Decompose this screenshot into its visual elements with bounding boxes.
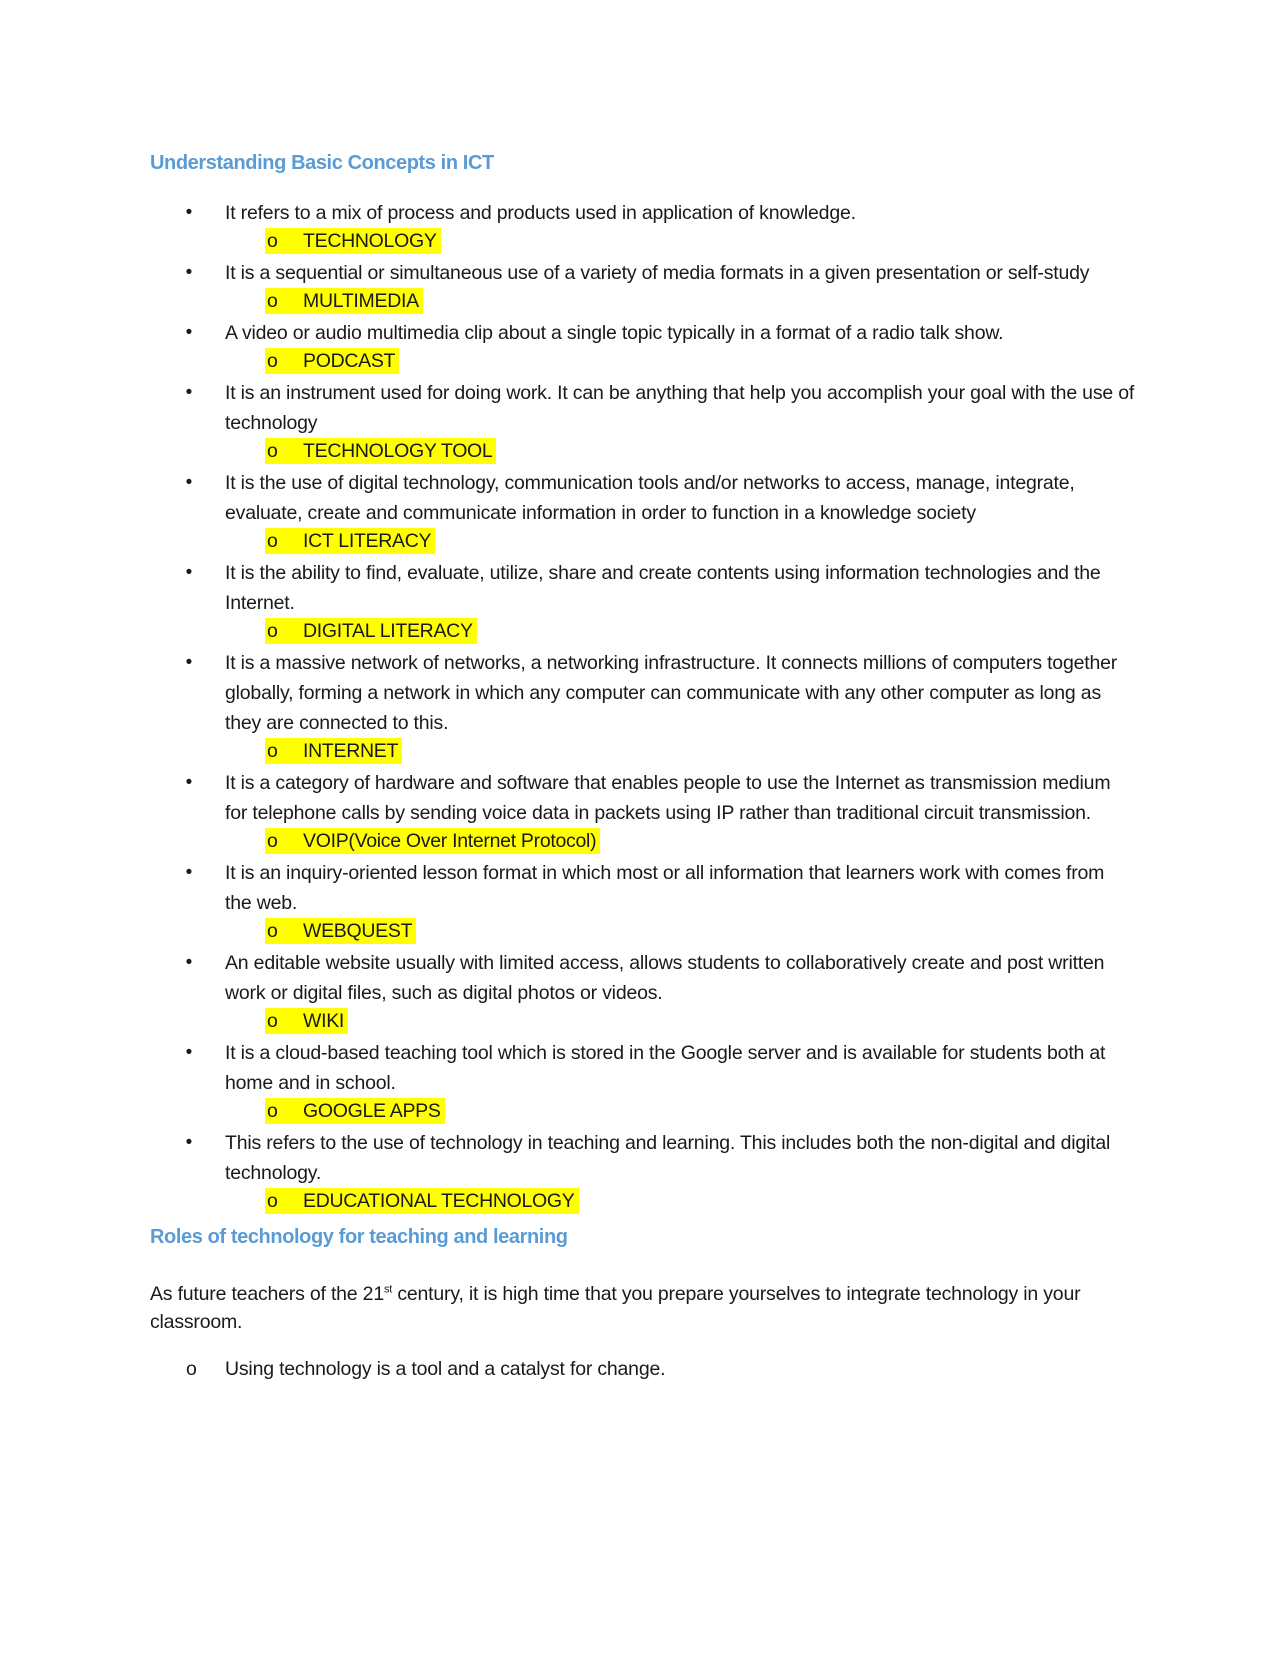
answer-line [225, 618, 1135, 648]
bullet-icon: • [185, 472, 193, 493]
question-text: It is an inquiry-oriented lesson format in which most or all information that learners work with comes from the web. [225, 862, 1105, 914]
answer-highlight [265, 738, 402, 764]
answer-line [225, 918, 1135, 948]
answer-highlight [265, 1098, 445, 1124]
answer-line [225, 438, 1135, 468]
answer-highlight [265, 438, 496, 464]
bullet-icon: • [185, 202, 193, 223]
list-item [150, 1354, 1135, 1384]
answer-text: PODCAST [303, 350, 396, 372]
paragraph-text-start: As future teachers of the 21 [150, 1283, 384, 1305]
answer-line [225, 1098, 1135, 1128]
list-item [150, 768, 1135, 858]
question-text: It is a category of hardware and software that enables people to use the Internet as transmission medium for telephone calls by sending voice data in packets using IP rather than traditional circuit transmission. [225, 772, 1111, 824]
question-text: It is a massive network of networks, a networking infrastructure. It connects millions of computers together globally, forming a network in which any computer can communicate with any other computer as long as they are connected to this. [225, 652, 1118, 734]
answer-text: WIKI [303, 1010, 345, 1032]
answer-line [225, 288, 1135, 318]
answer-text: VOIP(Voice Over Internet Protocol) [303, 830, 597, 852]
circle-bullet-icon: o [267, 290, 278, 312]
answer-text: TECHNOLOGY TOOL [303, 440, 493, 462]
answer-highlight [265, 1188, 579, 1214]
answer-highlight [265, 828, 600, 854]
bullet-icon: • [185, 262, 193, 283]
list-item [150, 318, 1135, 378]
answer-line [225, 828, 1135, 858]
list-item [150, 1128, 1135, 1218]
answer-highlight [265, 348, 399, 374]
circle-bullet-icon: o [267, 530, 278, 552]
circle-bullet-icon: o [267, 440, 278, 462]
list-item [150, 558, 1135, 648]
question-text: A video or audio multimedia clip about a single topic typically in a format of a radio talk show. [225, 322, 1004, 344]
circle-bullet-icon: o [267, 830, 278, 852]
answer-highlight [265, 618, 477, 644]
bullet-icon: • [185, 772, 193, 793]
answer-text: EDUCATIONAL TECHNOLOGY [303, 1190, 575, 1212]
paragraph-text-end: century, it is high time that you prepare yourselves to integrate technology in your classroom. [150, 1283, 1081, 1333]
section-heading-ict: Understanding Basic Concepts in ICT [150, 152, 494, 174]
concept-list [150, 198, 1135, 1218]
answer-highlight [265, 228, 441, 254]
intro-paragraph [150, 1280, 1135, 1336]
circle-bullet-icon: o [267, 740, 278, 762]
question-text: It refers to a mix of process and products used in application of knowledge. [225, 202, 856, 224]
circle-bullet-icon: o [267, 620, 278, 642]
answer-highlight [265, 528, 435, 554]
question-text: This refers to the use of technology in teaching and learning. This includes both the non-digital and digital technology. [225, 1132, 1111, 1184]
answer-text: ICT LITERACY [303, 530, 432, 552]
answer-text: DIGITAL LITERACY [303, 620, 473, 642]
question-text: It is an instrument used for doing work. It can be anything that help you accomplish your goal with the use of technology [225, 382, 1135, 434]
question-text: It is the ability to find, evaluate, utilize, share and create contents using information technologies and the Internet. [225, 562, 1101, 614]
list-item [150, 858, 1135, 948]
circle-bullet-icon: o [267, 1190, 278, 1212]
answer-line [225, 228, 1135, 258]
circle-bullet-icon: o [267, 920, 278, 942]
answer-highlight [265, 918, 416, 944]
circle-bullet-icon: o [267, 1100, 278, 1122]
answer-line [225, 528, 1135, 558]
bullet-icon: • [185, 1042, 193, 1063]
answer-text: TECHNOLOGY [303, 230, 437, 252]
answer-line [225, 1008, 1135, 1038]
ordinal-suffix: st [383, 1283, 393, 1296]
list-item [150, 378, 1135, 468]
list-item [150, 468, 1135, 558]
answer-line [225, 1188, 1135, 1218]
circle-bullet-icon: o [267, 1010, 278, 1032]
question-text: It is a sequential or simultaneous use of a variety of media formats in a given presentation or self-study [225, 262, 1090, 284]
bullet-icon: • [185, 652, 193, 673]
question-text: It is a cloud-based teaching tool which is stored in the Google server and is available for students both at home and in school. [225, 1042, 1106, 1094]
bullet-icon: • [185, 322, 193, 343]
bullet-icon: • [185, 952, 193, 973]
list-item [150, 948, 1135, 1038]
bullet-icon: • [185, 1132, 193, 1153]
answer-highlight [265, 1008, 348, 1034]
answer-highlight [265, 288, 423, 314]
list-item [150, 258, 1135, 318]
list-item [150, 1038, 1135, 1128]
bullet-icon: • [185, 562, 193, 583]
answer-text: GOOGLE APPS [303, 1100, 441, 1122]
role-text: Using technology is a tool and a catalyst for change. [225, 1358, 666, 1380]
question-text: An editable website usually with limited access, allows students to collaboratively create and post written work or digital files, such as digital photos or videos. [225, 952, 1105, 1004]
circle-bullet-icon: o [267, 350, 278, 372]
bullet-icon: • [185, 382, 193, 403]
answer-text: MULTIMEDIA [303, 290, 419, 312]
answer-line [225, 738, 1135, 768]
list-item [150, 648, 1135, 768]
roles-list [150, 1354, 1135, 1384]
section-heading-roles: Roles of technology for teaching and learning [150, 1226, 568, 1248]
answer-line [225, 348, 1135, 378]
document-content [150, 148, 1135, 1384]
answer-text: WEBQUEST [303, 920, 413, 942]
question-text: It is the use of digital technology, communication tools and/or networks to access, manage, integrate, evaluate, create and communicate information in order to function in a knowledge society [225, 472, 1075, 524]
circle-bullet-icon: o [186, 1358, 197, 1380]
circle-bullet-icon: o [267, 230, 278, 252]
bullet-icon: • [185, 862, 193, 883]
list-item [150, 198, 1135, 258]
answer-text: INTERNET [303, 740, 399, 762]
